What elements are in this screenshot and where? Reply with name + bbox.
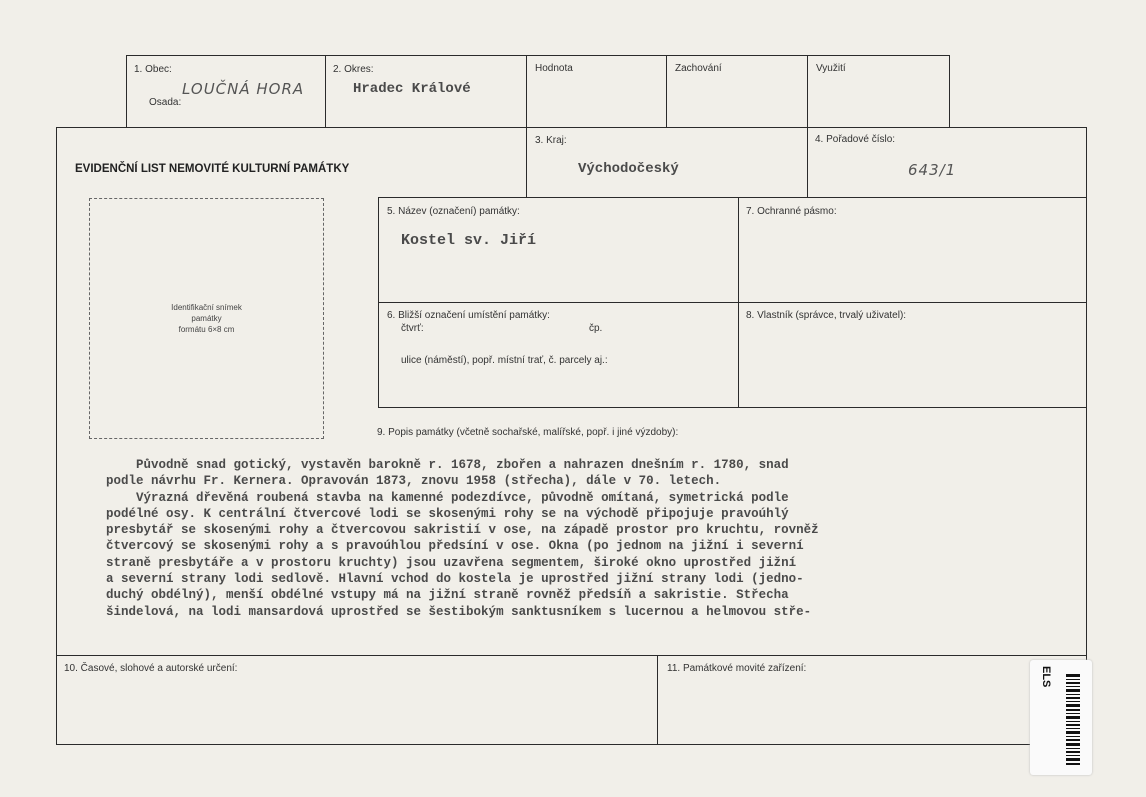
barcode-sticker — [1030, 660, 1092, 775]
casove-urceni-label: 10. Časové, slohové a autorské určení: — [64, 663, 238, 674]
kraj-label: 3. Kraj: — [535, 135, 567, 146]
nazev-value: Kostel sv. Jiří — [401, 232, 537, 249]
umisteni-label: 6. Bližší označení umístění památky: — [387, 310, 550, 321]
okres-value: Hradec Králové — [353, 81, 471, 97]
poradove-cislo-label: 4. Pořadové číslo: — [815, 134, 896, 145]
popis-label: 9. Popis památky (včetně sochařské, malířské, popř. i jiné výzdoby): — [377, 427, 679, 438]
obec-value: LOUČNÁ HORA — [182, 80, 305, 98]
form-title: EVIDENČNÍ LIST NEMOVITÉ KULTURNÍ PAMÁTKY — [75, 163, 350, 175]
kraj-value: Východočeský — [578, 161, 679, 177]
ochranne-pasmo-label: 7. Ochranné pásmo: — [746, 206, 837, 217]
barcode-icon — [1066, 674, 1080, 766]
movite-zarizeni-label: 11. Památkové movité zařízení: — [667, 663, 807, 674]
photo-caption: Identifikační snímek památky formátu 6×8 cm — [171, 303, 242, 334]
barcode-text: ELS — [1040, 666, 1052, 688]
popis-text: Původně snad gotický, vystavěn barokně r. 1678, zbořen a nahrazen dnešním r. 1780, snad podle návrhu Fr. Kernera. Opravován 1873, znovu 1958 (střecha), dále v 70. letech. Výrazná dřevěná roubená stavba na kamenné podezdívce, původně omítaná, symetrická podle podélné osy. K centrální čtvercové lodi se skosenými rohy se na východě připojuje pravoúhlý presbytář se skosenými rohy a čtvercovou sakristií v ose, na západě prostor pro kruchtu, rovněž čtvercový se skosenými rohy a s pravoúhlou předsíní v ose. Okna (po jednom na jižní i severní straně presbytáře a v prostoru kruchty) jsou uzavřena segmentem, široké okno uprostřed jižní a severní strany lodi sedlově. Hlavní vchod do kostela je uprostřed jižní strany lodi (jedno- duchý obdélný), menší obdélné vstupy má na jižní straně rovněž předsíň a sakristie. Střecha šindelová, na lodi mansardová uprostřed se šestibokým sanktusníkem s lucernou a helmovou stře- — [106, 458, 819, 619]
osada-label: Osada: — [149, 97, 182, 108]
obec-label: 1. Obec: — [134, 64, 172, 75]
cp-label: čp. — [589, 323, 603, 334]
divider — [807, 55, 808, 128]
zachovani-label: Zachování — [675, 63, 722, 74]
nazev-label: 5. Název (označení) památky: — [387, 206, 520, 217]
vlastnik-label: 8. Vlastník (správce, trvalý uživatel): — [746, 310, 907, 321]
hodnota-label: Hodnota — [535, 63, 573, 74]
divider — [526, 127, 527, 198]
divider — [666, 55, 667, 128]
divider — [378, 302, 1087, 303]
poradove-cislo-value: 643/1 — [908, 161, 957, 179]
divider — [56, 655, 1087, 656]
vyuziti-label: Využití — [816, 63, 846, 74]
ctvrt-label: čtvrť: — [401, 323, 424, 334]
divider — [325, 55, 326, 128]
divider — [657, 655, 658, 745]
photo-placeholder — [89, 198, 324, 439]
ulice-label: ulice (náměstí), popř. místní trať, č. parcely aj.: — [401, 355, 608, 366]
divider — [807, 127, 808, 198]
okres-label: 2. Okres: — [333, 64, 374, 75]
divider — [526, 55, 527, 128]
